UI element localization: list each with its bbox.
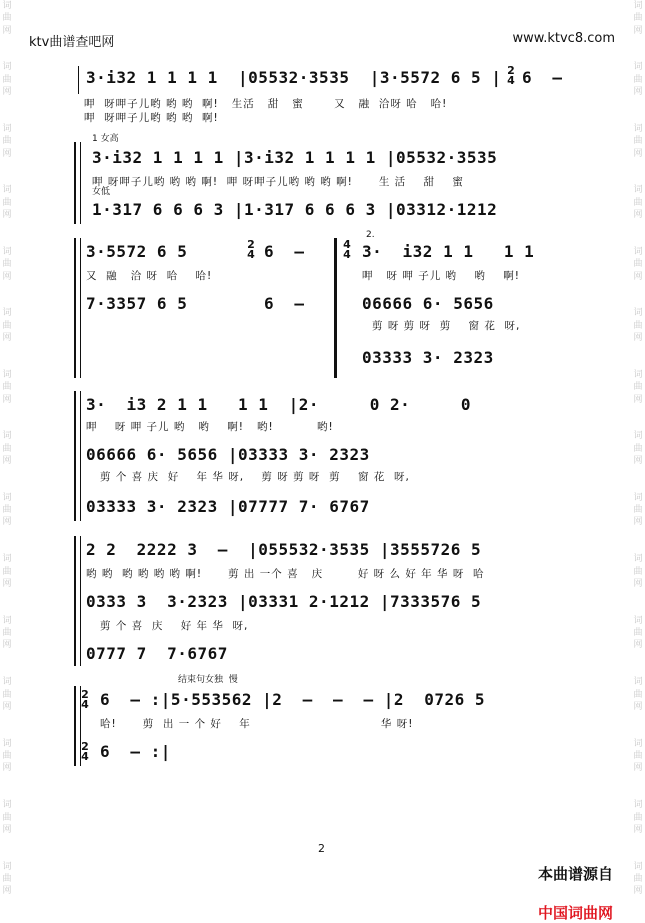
soprano-line-2: 3· i32 1 1 1 1 — [362, 242, 535, 261]
time-sig-bottom: 4 — [81, 750, 89, 763]
system-5 — [0, 530, 645, 670]
system-brace — [74, 142, 76, 224]
soprano-line: 3· i3 2 1 1 1 1 |2· 0 2· 0 — [86, 395, 472, 414]
lyrics-verse-2: 呷 呀呷子儿哟 哟 哟 啊! — [84, 112, 219, 124]
alto-line: 1·317 6 6 6 3 |1·317 6 6 6 3 |03312·1212 — [92, 200, 498, 219]
system-brace — [74, 536, 76, 666]
alto-lyrics: 剪 个 喜 庆 好 年 华 呀, — [100, 620, 249, 632]
soprano-lyrics-2: 呷 呀 呷 子儿 哟 哟 啊! — [362, 270, 520, 282]
time-sig-top: 2 — [247, 238, 255, 251]
system-barline — [80, 238, 81, 378]
time-sig-top: 2 — [81, 740, 89, 753]
part-label-soprano: 1 女高 — [92, 134, 119, 144]
soprano-lyrics: 呷 呀呷子儿哟 哟 哟 啊! 呷 呀呷子儿哟 哟 哟 啊! 生 活 甜 蜜 — [92, 176, 464, 188]
part-label-alto: 女低 — [92, 187, 111, 197]
soprano-lyrics: 哟 哟 哟 哟 哟 哟 啊! 剪 出 一个 喜 庆 好 呀 么 好 年 华 呀 哈 — [86, 568, 485, 580]
site-url[interactable]: www.ktvc8.com — [512, 31, 615, 46]
system-brace — [74, 238, 76, 378]
repeat-barline — [334, 238, 337, 378]
alto-line: 0333 3 3·2323 |03331 2·1212 |7333576 5 — [86, 592, 482, 611]
system-brace — [74, 391, 76, 521]
system-barline — [80, 391, 81, 521]
bass-line: 03333 3· 2323 — [362, 348, 494, 367]
alto-line: 6 — :| — [100, 742, 171, 761]
soprano-line: 6 — :|5·553562 |2 — — — |2 0726 5 — [100, 690, 486, 709]
alto-lyrics-2: 剪 呀 剪 呀 剪 窗 花 呀, — [372, 320, 521, 332]
volta-2: 2. — [366, 230, 375, 240]
alto-line: 7·3357 6 5 — [86, 294, 188, 313]
time-sig-bottom: 4 — [247, 248, 255, 261]
soprano-line: 3·i32 1 1 1 1 |3·i32 1 1 1 1 |05532·3535 — [92, 148, 498, 167]
time-signature — [80, 690, 90, 710]
alto-line-2: 06666 6· 5656 — [362, 294, 494, 313]
system-1 — [0, 60, 645, 130]
time-signature-2 — [342, 240, 352, 260]
footer-source — [528, 845, 613, 923]
melody-line: 3·i32 1 1 1 1 |05532·3535 |3·5572 6 5 | — [86, 68, 502, 87]
start-barline — [78, 66, 79, 94]
melody-end: 6 — — [522, 68, 563, 87]
side-watermark-left: 词 曲 网 词 曲 网 词 曲 网 词 曲 网 词 曲 网 词 曲 网 词 曲 网 词 曲 网 词 曲 网 词 曲 网 词 曲 网 词 曲 网 词 曲 网 词 曲 网 词 曲 网 — [2, 1, 12, 897]
time-signature — [246, 240, 256, 260]
soprano-line: 3·5572 6 5 — [86, 242, 188, 261]
system-barline — [80, 142, 81, 224]
page-number: 2 — [318, 842, 325, 855]
lyrics-verse-1: 呷 呀呷子儿哟 哟 哟 啊! 生活 甜 蜜 又 融 洽呀 哈 哈! — [84, 98, 448, 110]
time-sig-bottom: 4 — [81, 698, 89, 711]
footer-label: 本曲谱源自 — [537, 865, 613, 883]
system-6 — [0, 672, 645, 772]
bass-line: 03333 3· 2323 |07777 7· 6767 — [86, 497, 370, 516]
bass-line: 0777 7 7·6767 — [86, 644, 228, 663]
time-signature-lower — [80, 742, 90, 762]
time-sig-top: 2 — [507, 64, 515, 77]
time-sig-top: 4 — [343, 238, 351, 251]
alto-lyrics: 剪 个 喜 庆 好 年 华 呀, 剪 呀 剪 呀 剪 窗 花 呀, — [100, 471, 410, 483]
time-sig-bottom: 4 — [507, 74, 515, 87]
site-name: ktv曲谱查吧网 — [29, 35, 115, 50]
system-brace — [74, 686, 76, 766]
system-barline — [80, 536, 81, 666]
time-signature — [506, 66, 516, 86]
soprano-lyrics: 哈! 剪 出 一 个 好 年 华 呀! — [100, 718, 414, 730]
soprano-lyrics: 又 融 洽 呀 哈 哈! — [86, 270, 213, 282]
time-sig-top: 2 — [81, 688, 89, 701]
system-4 — [0, 385, 645, 525]
soprano-line: 2 2 2222 3 — |055532·3535 |3555726 5 — [86, 540, 482, 559]
side-watermark-right: 词 曲 网 词 曲 网 词 曲 网 词 曲 网 词 曲 网 词 曲 网 词 曲 网 词 曲 网 词 曲 网 词 曲 网 词 曲 网 词 曲 网 词 曲 网 词 曲 网 词 曲 网 — [633, 1, 643, 897]
soprano-lyrics: 呷 呀 呷 子儿 哟 哟 啊! 哟! 哟! — [86, 421, 334, 433]
system-2 — [0, 130, 645, 230]
alto-held: 6 — — [264, 294, 305, 313]
alto-line: 06666 6· 5656 |03333 3· 2323 — [86, 445, 370, 464]
system-3 — [0, 232, 645, 382]
soprano-held: 6 — — [264, 242, 305, 261]
ending-instruction: 结束句女独 慢 — [178, 675, 238, 685]
time-sig-bottom: 4 — [343, 248, 351, 261]
footer-site-name[interactable]: 中国词曲网 — [537, 904, 613, 922]
